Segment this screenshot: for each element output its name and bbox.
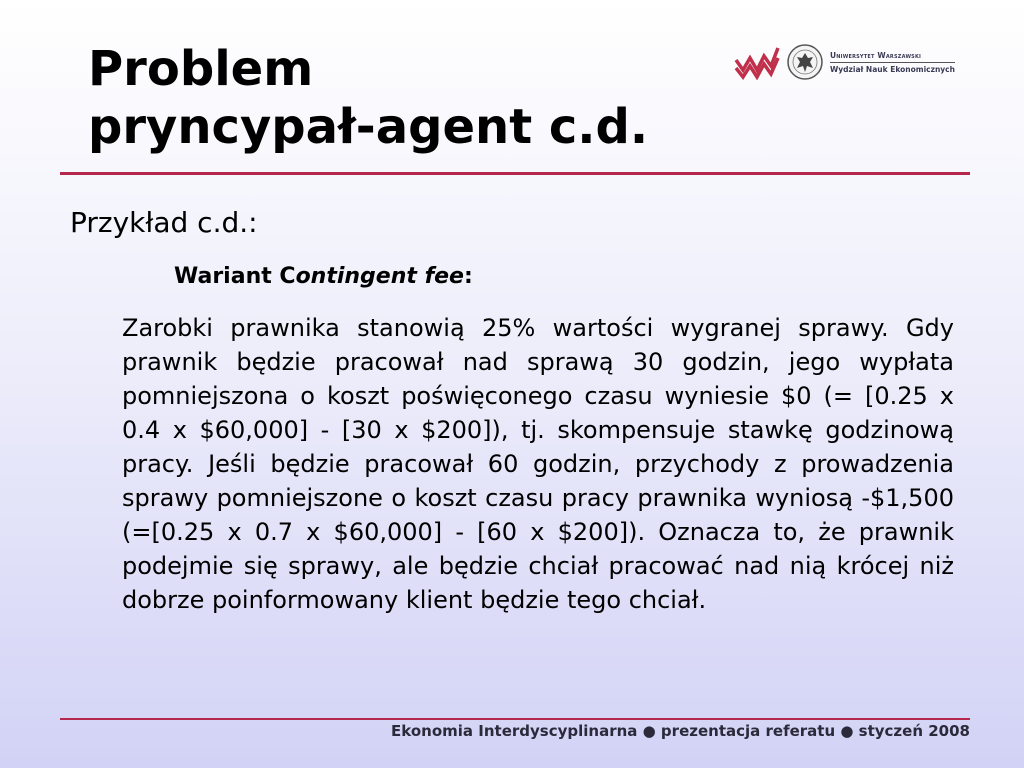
wave-logo-icon: [734, 44, 780, 80]
slide-title: [88, 40, 648, 156]
logo-university-text: Uniwersytet Warszawski: [830, 50, 955, 63]
footer-divider: [60, 718, 970, 720]
logo-faculty-text: Wydział Nauk Ekonomicznych: [830, 65, 955, 74]
university-logo: [734, 42, 964, 84]
variant-italic: ontingent fee: [295, 264, 464, 289]
footer-text: Ekonomia Interdyscyplinarna ● prezentacja referatu ● styczeń 2008: [391, 722, 970, 740]
body-paragraph: Zarobki prawnika stanowią 25% wartości wygranej sprawy. Gdy prawnik będzie pracował nad sprawą 30 godzin, jego wypłata pomniejszona o koszt poświęconego czasu wyniesie $0 (= [0.25 x 0.4 x $60,000] - [30 x $200]), tj. skompensuje stawkę godzinową pracy. Jeśli będzie pracował 60 godzin, przychody z prowadzenia sprawy pomniejszone o koszt czasu pracy prawnika wyniosą -$1,500 (=[0.25 x 0.7 x $60,000] - [60 x $200]). Oznacza to, że prawnik podejmie się sprawy, ale będzie chciał pracować nad nią krócej niż dobrze poinformowany klient będzie tego chciał.: [122, 314, 954, 614]
title-line-2: pryncypał-agent c.d.: [88, 99, 649, 155]
university-seal-icon: [786, 42, 824, 82]
subheading: Przykład c.d.:: [70, 206, 258, 239]
title-divider: [60, 172, 970, 175]
variant-heading: [174, 264, 473, 289]
variant-prefix: Wariant C: [174, 264, 296, 289]
title-line-1: Problem: [88, 41, 314, 97]
variant-suffix: :: [463, 264, 473, 289]
